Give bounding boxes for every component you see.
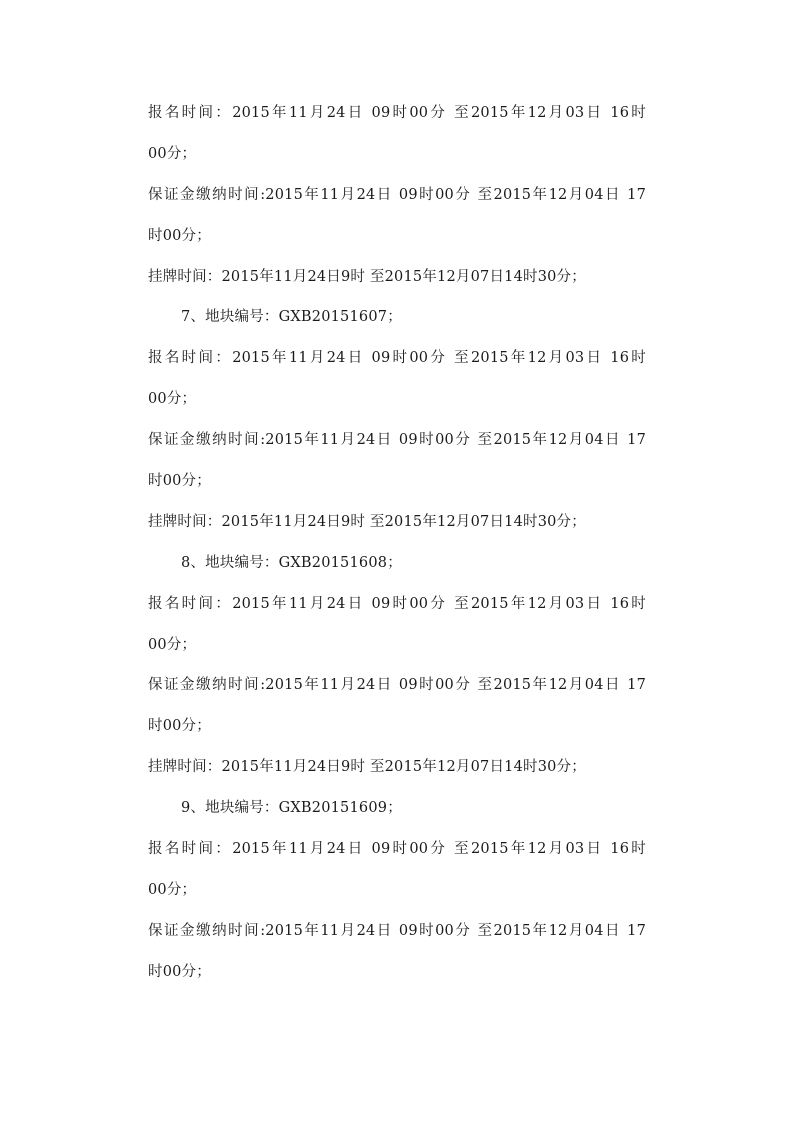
registration-time-line: 报名时间：2015年11月24日 09时00分 至2015年12月03日 16时 [148,350,646,367]
listing-time-line: 挂牌时间：2015年11月24日9时 至2015年12月07日14时30分； [148,268,586,285]
registration-time-line: 报名时间：2015年11月24日 09时00分 至2015年12月03日 16时 [148,105,646,121]
deposit-time-continuation: 时00分； [148,473,211,490]
registration-time-continuation: 00分； [148,391,197,408]
deposit-time-continuation: 时00分； [148,963,211,980]
deposit-time-continuation: 时00分； [148,227,211,244]
deposit-time-line: 保证金缴纳时间:2015年11月24日 09时00分 至2015年12月04日 17 [148,186,646,203]
registration-time-continuation: 00分； [148,881,197,898]
registration-time-line: 报名时间：2015年11月24日 09时00分 至2015年12月03日 16时 [148,595,646,612]
deposit-time-continuation: 时00分； [148,718,211,735]
registration-time-continuation: 00分； [148,636,197,653]
listing-time-line: 挂牌时间：2015年11月24日9时 至2015年12月07日14时30分； [148,759,586,776]
registration-time-continuation: 00分； [148,145,197,162]
parcel-heading-7: 7、地块编号：GXB20151607； [181,309,402,326]
parcel-heading-8: 8、地块编号：GXB20151608； [181,554,402,571]
deposit-time-line: 保证金缴纳时间:2015年11月24日 09时00分 至2015年12月04日 17 [148,922,646,939]
parcel-heading-9: 9、地块编号：GXB20151609； [181,800,402,817]
registration-time-line: 报名时间：2015年11月24日 09时00分 至2015年12月03日 16时 [148,841,646,858]
document-body [148,103,648,1003]
deposit-time-line: 保证金缴纳时间:2015年11月24日 09时00分 至2015年12月04日 17 [148,677,646,694]
listing-time-line: 挂牌时间：2015年11月24日9时 至2015年12月07日14时30分； [148,513,586,530]
deposit-time-line: 保证金缴纳时间:2015年11月24日 09时00分 至2015年12月04日 17 [148,432,646,449]
